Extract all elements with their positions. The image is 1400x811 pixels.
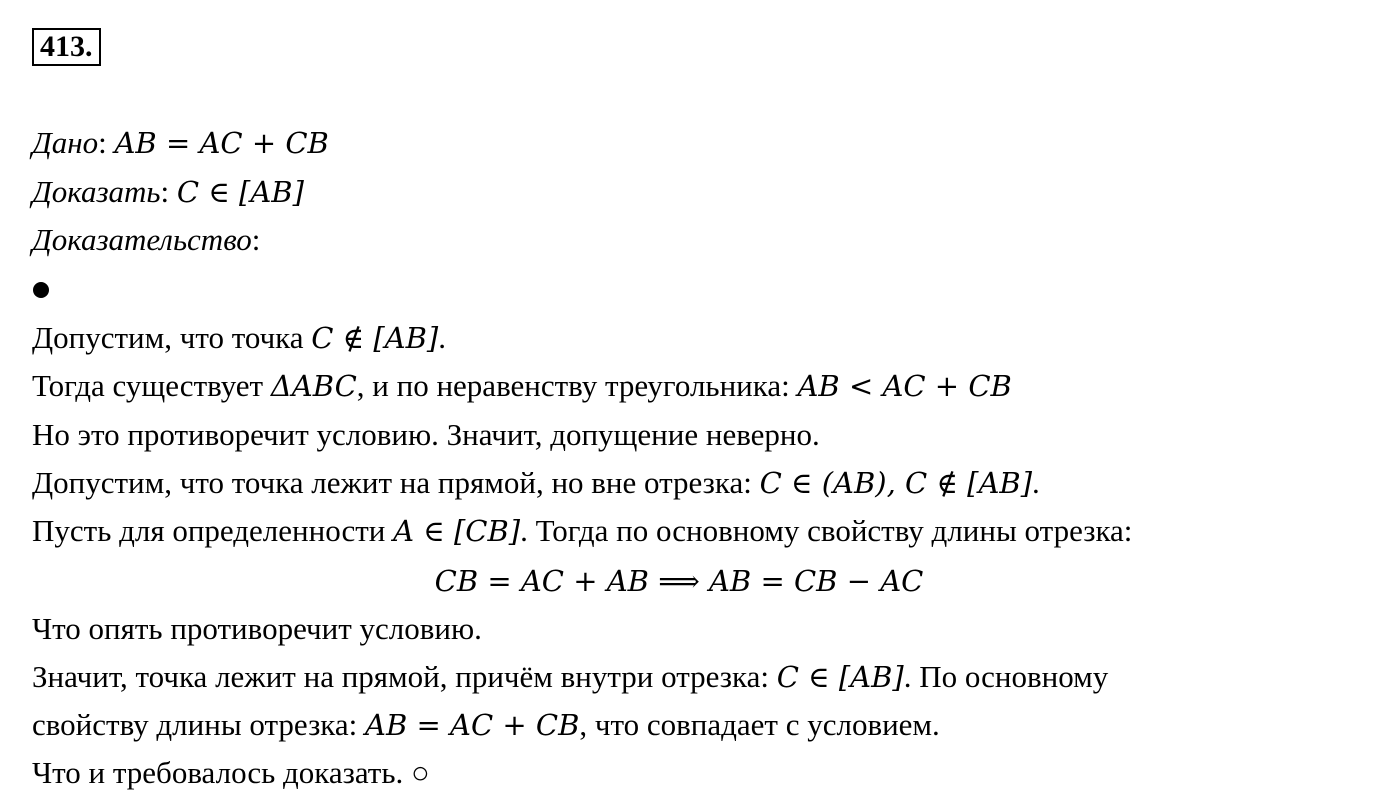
step-tail: . Тогда по основному свойству длины отрезка: xyxy=(520,513,1133,548)
step-formula: C ∈ (AB), C ∉ [AB] xyxy=(759,466,1033,500)
equation-formula: CB = AC + AB ⟹ AB = CB − AC xyxy=(434,564,924,598)
given-line xyxy=(32,123,329,163)
step-text: Допустим, что точка лежит на прямой, но вне отрезка: xyxy=(32,465,760,500)
step-text: Что и требовалось доказать. ○ xyxy=(32,755,430,790)
given-colon: : xyxy=(98,125,107,160)
step-text: Допустим, что точка xyxy=(32,320,312,355)
proof-step-6 xyxy=(32,609,482,649)
proof-step-8 xyxy=(32,705,940,745)
bullet-marker xyxy=(33,282,49,298)
step-formula: A ∈ [CB] xyxy=(393,514,521,548)
step-formula: C ∈ [AB] xyxy=(776,660,904,694)
step-tail: . xyxy=(438,320,446,355)
step-tail: , что совпадает с условием. xyxy=(579,707,940,742)
proof-step-1 xyxy=(32,318,446,358)
proof-step-4 xyxy=(32,463,1040,503)
step-text: Значит, точка лежит на прямой, причём внутри отрезка: xyxy=(32,659,777,694)
step-formula-2: AB < AC + CB xyxy=(797,369,1012,403)
step-text: Что опять противоречит условию. xyxy=(32,611,482,646)
step-formula: C ∉ [AB] xyxy=(311,321,439,355)
step-tail: . По основному xyxy=(903,659,1109,694)
proof-label: Доказательство xyxy=(32,222,252,257)
proof-step-3 xyxy=(32,415,820,455)
given-label: Дано xyxy=(32,125,99,160)
proof-step-2 xyxy=(32,366,1012,406)
problem-number: 413. xyxy=(32,28,101,66)
step-text: Пусть для определенности xyxy=(32,513,394,548)
proof-conclusion xyxy=(32,753,430,793)
step-text: свойству длины отрезка: xyxy=(32,707,366,742)
proof-step-5 xyxy=(32,511,1132,551)
prove-formula: C ∈ [AB] xyxy=(176,175,304,209)
proof-step-7 xyxy=(32,657,1108,697)
step-formula: AB = AC + CB xyxy=(365,708,580,742)
step-text: Тогда существует xyxy=(32,368,271,403)
step-text: Но это противоречит условию. Значит, допущение неверно. xyxy=(32,417,820,452)
prove-line xyxy=(32,172,304,212)
step-mid: , и по неравенству треугольника: xyxy=(356,368,798,403)
prove-label: Доказать xyxy=(32,174,161,209)
step-tail: . xyxy=(1032,465,1040,500)
proof-line xyxy=(32,220,260,260)
proof-colon: : xyxy=(251,222,261,257)
step-formula: ΔABC xyxy=(270,369,357,403)
prove-colon: : xyxy=(160,174,170,209)
given-formula: AB = AC + CB xyxy=(114,126,329,160)
proof-equation xyxy=(0,561,1358,601)
